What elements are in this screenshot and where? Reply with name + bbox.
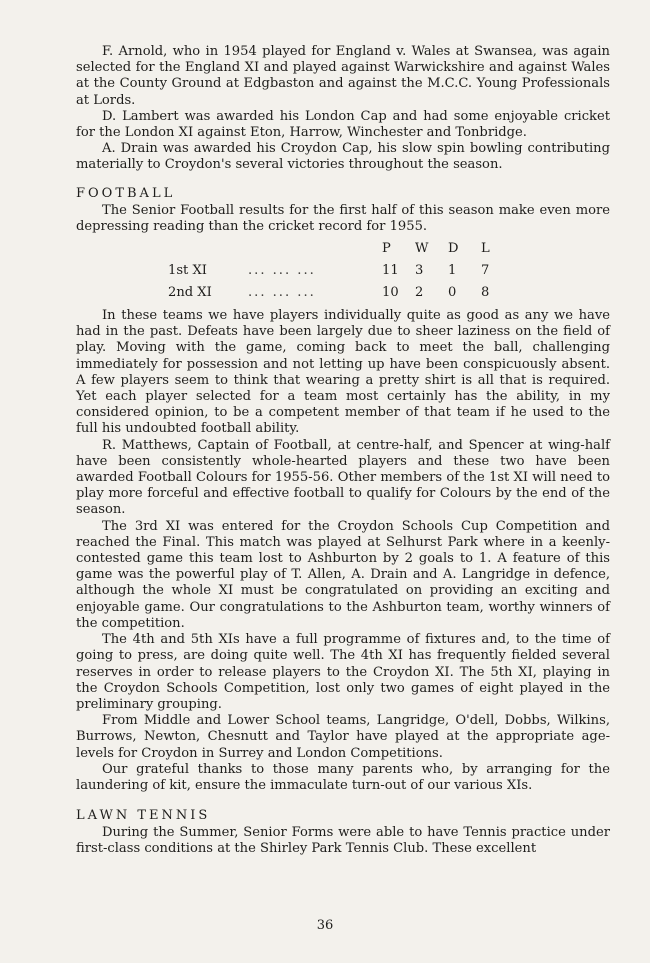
column-header-played: P xyxy=(382,241,391,257)
value-drawn: 0 xyxy=(448,285,457,301)
value-lost: 7 xyxy=(481,263,490,279)
page-number: 36 xyxy=(316,918,334,933)
football-results-table xyxy=(76,238,610,304)
value-played: 10 xyxy=(382,285,399,301)
results-row-2nd-xi xyxy=(76,282,610,304)
team-name: 1st XI xyxy=(168,263,207,279)
value-drawn: 1 xyxy=(448,263,457,279)
lawn-tennis-heading: LAWN TENNIS xyxy=(76,808,211,824)
paragraph-arnold: F. Arnold, who in 1954 played for England v. Wales at Swansea, was again selected for the England XI and played against Warwickshire and against Wales at the County Ground at Edgbaston and against the M.C.C. Young Professionals at Lords. xyxy=(76,44,610,108)
paragraph-thanks: Our grateful thanks to those many parents who, by arranging for the laundering of kit, ensure the immaculate turn-out of our various XIs. xyxy=(76,761,610,793)
column-header-won: W xyxy=(415,241,429,257)
paragraph-team-performance: In these teams we have players individually quite as good as any we have had in the past. Defeats have been largely due to sheer laziness on the field of play. Moving with the game, coming back to meet the ball, challenging immediately for possession and not letting up have been conspicuously absent. A few players seem to think that wearing a pretty shirt is all that is required. Yet each player selected for a team most certainly has the ability, in my considered opinion, to be a competent member of that team if he used to the full his undoubted football ability. xyxy=(76,308,610,437)
paragraph-drain: A. Drain was awarded his Croydon Cap, his slow spin bowling contributing materially to Croydon's several victories throughout the season. xyxy=(76,141,610,173)
results-header-row xyxy=(76,238,610,260)
value-won: 2 xyxy=(415,285,424,301)
column-header-drawn: D xyxy=(448,241,459,257)
results-row-1st-xi xyxy=(76,260,610,282)
paragraph-3rd-xi: The 3rd XI was entered for the Croydon Schools Cup Competition and reached the Final. This match was played at Selhurst Park where in a keenly-contested game this team lost to Ashburton by 2 goals to 1. A feature of this game was the powerful play of T. Allen, A. Drain and A. Langridge in defence, although the whole XI must be congratulated on providing an exciting and enjoyable game. Our congratulations to the Ashburton team, worthy winners of the competition. xyxy=(76,518,610,631)
paragraph-middle-lower-school: From Middle and Lower School teams, Langridge, O'dell, Dobbs, Wilkins, Burrows, Newton, Chesnutt and Taylor have played at the appropriate age-levels for Croydon in Surrey and London Competitions. xyxy=(76,713,610,761)
paragraph-colours: R. Matthews, Captain of Football, at centre-half, and Spencer at wing-half have been consistently whole-hearted players and these two have been awarded Football Colours for 1955-56. Other members of the 1st XI will need to play more forceful and effective football to qualify for Colours by the end of the season. xyxy=(76,437,610,518)
leader-dots: ... ... ... xyxy=(248,285,316,301)
value-won: 3 xyxy=(415,263,424,279)
value-lost: 8 xyxy=(481,285,490,301)
leader-dots: ... ... ... xyxy=(248,263,316,279)
value-played: 11 xyxy=(382,263,399,279)
team-name: 2nd XI xyxy=(168,285,212,301)
page-content xyxy=(76,44,610,858)
column-header-lost: L xyxy=(481,241,490,257)
paragraph-tennis: During the Summer, Senior Forms were able to have Tennis practice under first-class conditions at the Shirley Park Tennis Club. These excellent xyxy=(76,825,610,857)
football-intro: The Senior Football results for the first half of this season make even more depressing reading than the cricket record for 1955. xyxy=(76,202,610,234)
paragraph-4th-5th-xi: The 4th and 5th XIs have a full programme of fixtures and, to the time of going to press, are doing quite well. The 4th XI has frequently fielded several reserves in order to release players to the Croydon XI. The 5th XI, playing in the Croydon Schools Competition, lost only two games of eight played in the preliminary grouping. xyxy=(76,632,610,712)
paragraph-lambert: D. Lambert was awarded his London Cap and had some enjoyable cricket for the London XI against Eton, Harrow, Winchester and Tonbridge. xyxy=(76,108,610,141)
football-heading: FOOTBALL xyxy=(76,185,176,201)
